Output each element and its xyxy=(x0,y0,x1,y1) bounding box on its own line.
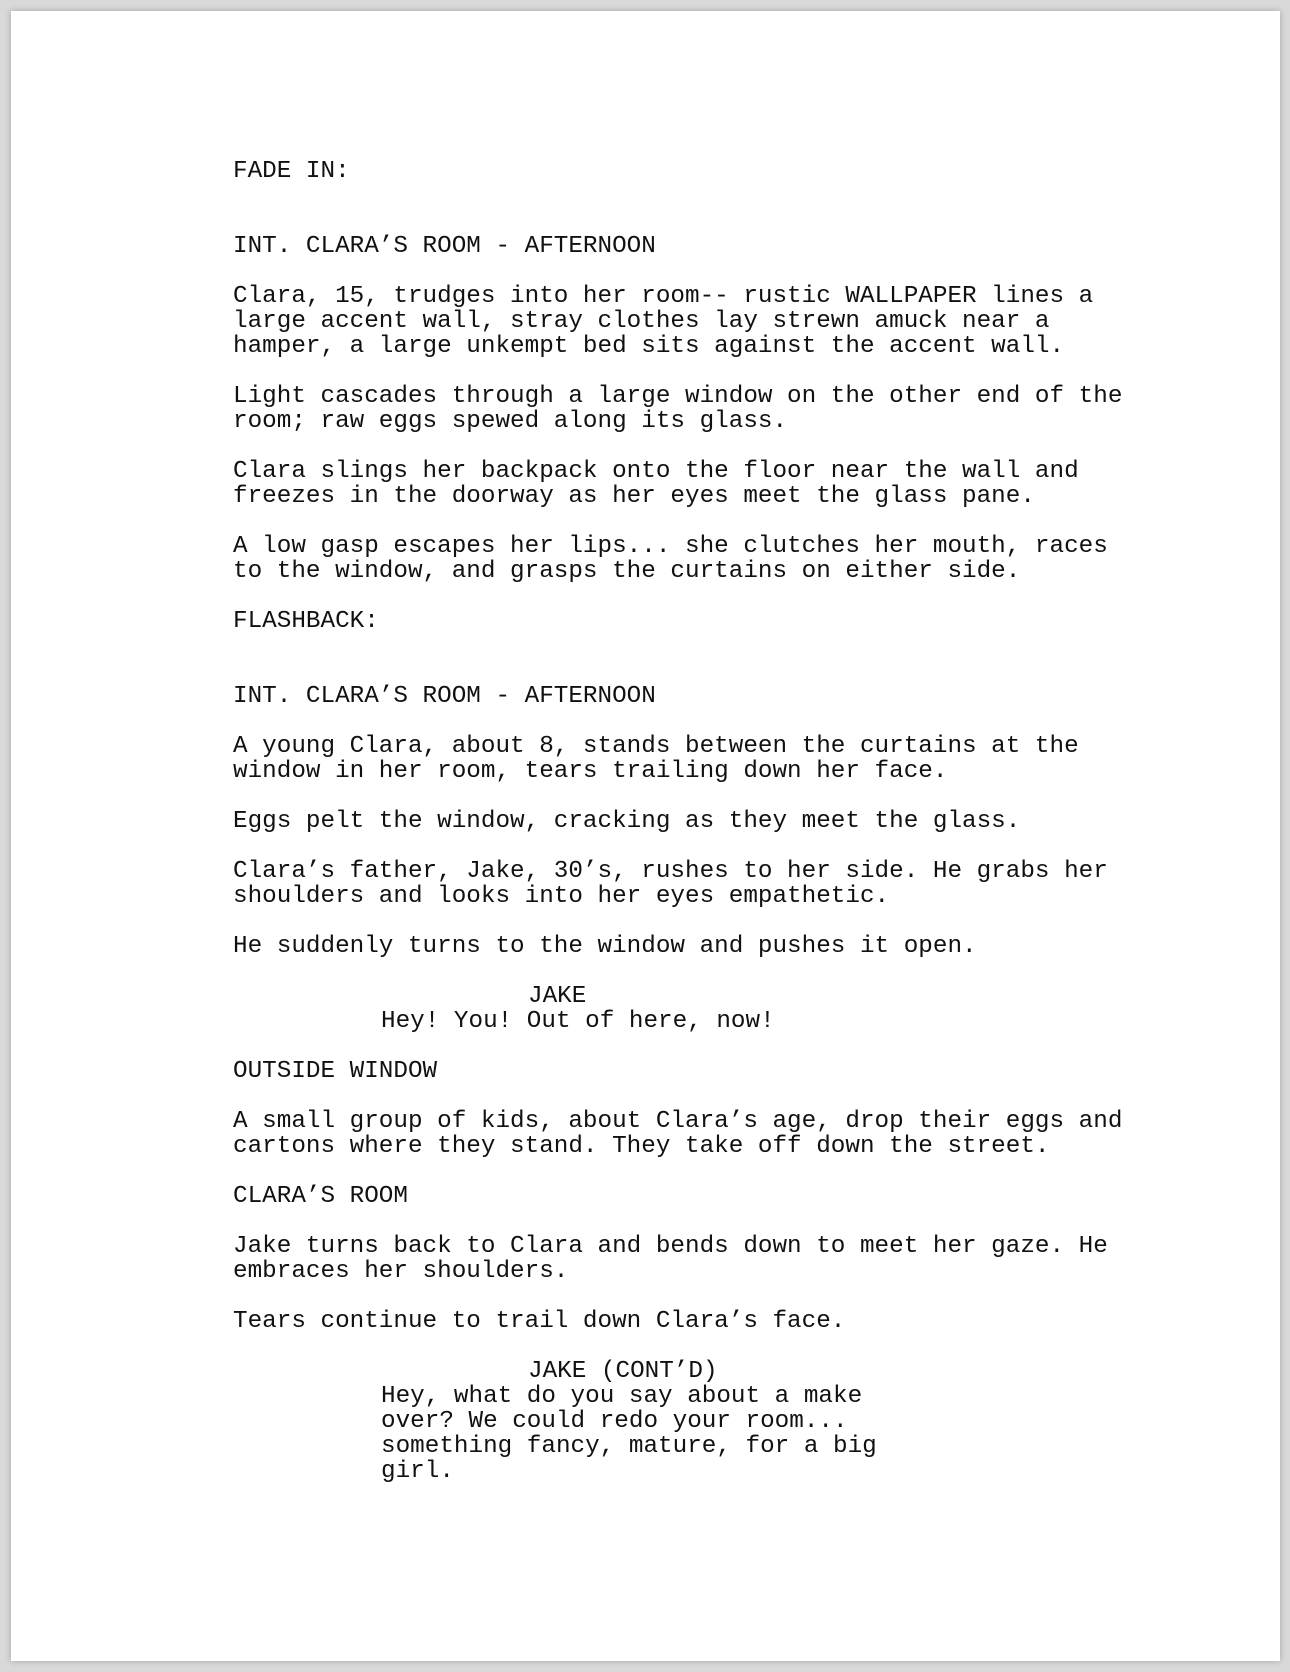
action-line: He suddenly turns to the window and pushes it open. xyxy=(233,933,977,960)
character-name-contd: JAKE (CONT’D) xyxy=(528,1358,718,1385)
scene-heading: INT. CLARA’S ROOM - AFTERNOON xyxy=(233,683,656,710)
script-page xyxy=(11,11,1280,1661)
action-line: A low gasp escapes her lips... she clutches her mouth, races to the window, and grasps the curtains on either side. xyxy=(233,533,1108,585)
dialogue-line: Hey, what do you say about a make over? We could redo your room... something fancy, mature, for a big girl. xyxy=(381,1383,877,1485)
scene-heading: INT. CLARA’S ROOM - AFTERNOON xyxy=(233,233,656,260)
action-line: Light cascades through a large window on the other end of the room; raw eggs spewed along its glass. xyxy=(233,383,1123,435)
action-line: Clara slings her backpack onto the floor near the wall and freezes in the doorway as her eyes meet the glass pane. xyxy=(233,458,1079,510)
action-line: Eggs pelt the window, cracking as they meet the glass. xyxy=(233,808,1021,835)
action-line: A young Clara, about 8, stands between the curtains at the window in her room, tears trailing down her face. xyxy=(233,733,1079,785)
action-line: Clara, 15, trudges into her room-- rustic WALLPAPER lines a large accent wall, stray clothes lay strewn amuck near a hamper, a large unkempt bed sits against the accent wall. xyxy=(233,283,1094,360)
scene-heading-claras-room: CLARA’S ROOM xyxy=(233,1183,408,1210)
action-line: Tears continue to trail down Clara’s face. xyxy=(233,1308,846,1335)
action-line: A small group of kids, about Clara’s age, drop their eggs and cartons where they stand. They take off down the street. xyxy=(233,1108,1123,1160)
action-line: Jake turns back to Clara and bends down to meet her gaze. He embraces her shoulders. xyxy=(233,1233,1108,1285)
character-name: JAKE xyxy=(528,983,587,1010)
dialogue-line: Hey! You! Out of here, now! xyxy=(381,1008,775,1035)
transition-fade-in: FADE IN: xyxy=(233,158,350,185)
screenplay-body xyxy=(233,159,1133,1509)
scene-heading-outside-window: OUTSIDE WINDOW xyxy=(233,1058,438,1085)
action-line: Clara’s father, Jake, 30’s, rushes to her side. He grabs her shoulders and looks into her eyes empathetic. xyxy=(233,858,1108,910)
transition-flashback: FLASHBACK: xyxy=(233,608,379,635)
